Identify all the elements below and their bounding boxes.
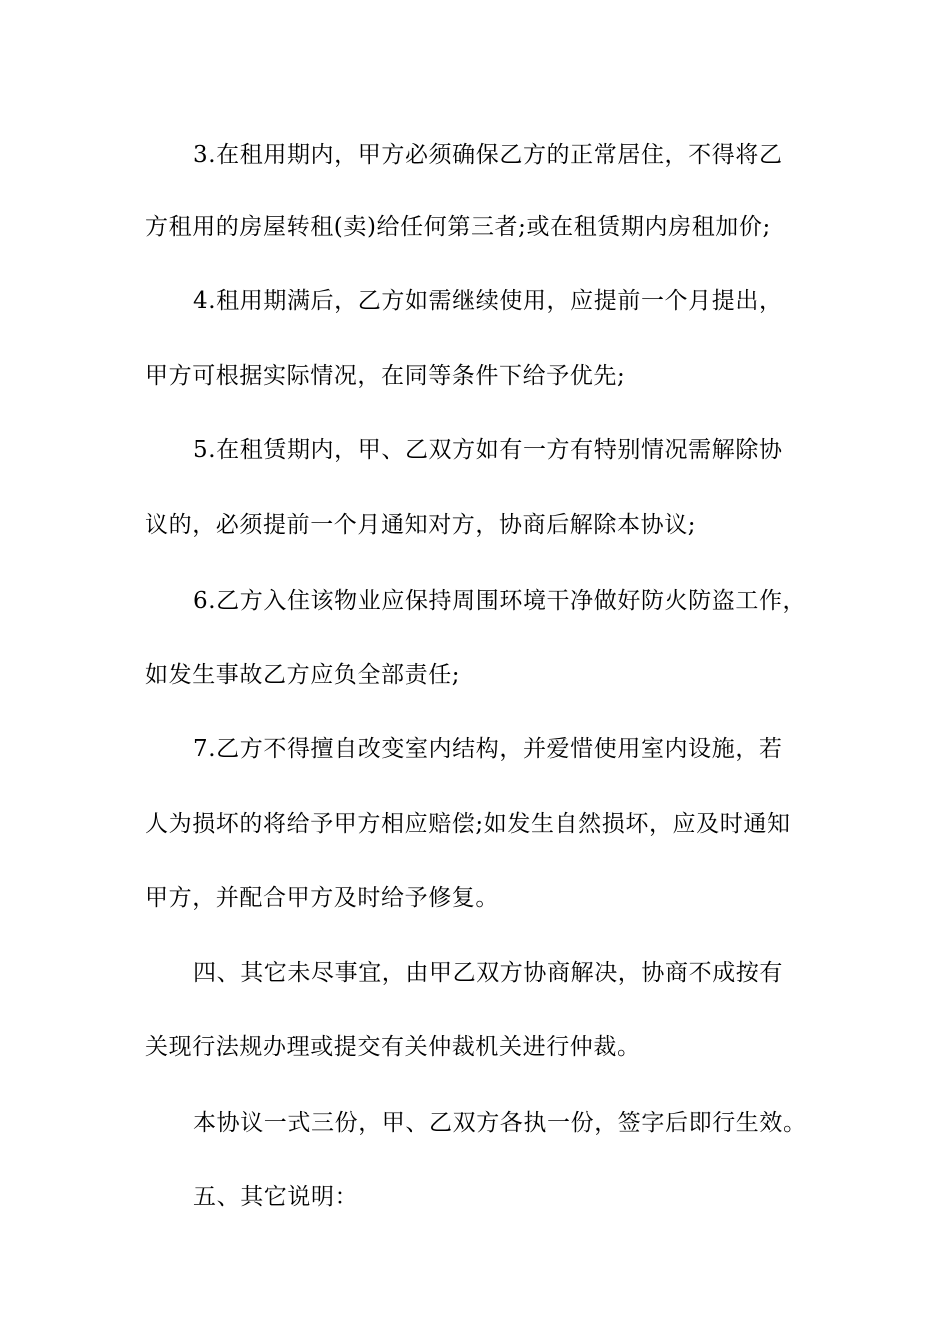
effectiveness-statement: 本协议一式三份，甲、乙双方各执一份，签字后即行生效。: [193, 1110, 807, 1136]
clause-6-line-1: 6.乙方入住该物业应保持周围环境干净做好防火防盗工作，: [193, 588, 807, 614]
clause-4-line-1: 4.租用期满后，乙方如需继续使用，应提前一个月提出，: [193, 288, 783, 314]
clause-4-line-2: 甲方可根据实际情况，在同等条件下给予优先;: [145, 363, 626, 389]
clause-7-line-3: 甲方，并配合甲方及时给予修复。: [145, 885, 499, 911]
clause-7-line-2: 人为损坏的将给予甲方相应赔偿;如发生自然损坏，应及时通知: [145, 811, 791, 837]
section-4-line-2: 关现行法规办理或提交有关仲裁机关进行仲裁。: [145, 1034, 641, 1060]
clause-6-line-2: 如发生事故乙方应负全部责任;: [145, 662, 461, 688]
clause-3-line-1: 3.在租用期内，甲方必须确保乙方的正常居住，不得将乙: [193, 142, 783, 168]
clause-5-line-1: 5.在租赁期内，甲、乙双方如有一方有特别情况需解除协: [193, 437, 783, 463]
clause-5-line-2: 议的，必须提前一个月通知对方，协商后解除本协议;: [145, 512, 697, 538]
section-5-heading: 五、其它说明：: [193, 1184, 359, 1210]
section-4-line-1: 四、其它未尽事宜，由甲乙双方协商解决，协商不成按有: [193, 960, 783, 986]
clause-7-line-1: 7.乙方不得擅自改变室内结构，并爱惜使用室内设施，若: [193, 736, 783, 762]
clause-3-line-2: 方租用的房屋转租(卖)给任何第三者;或在租赁期内房租加价;: [145, 214, 771, 240]
